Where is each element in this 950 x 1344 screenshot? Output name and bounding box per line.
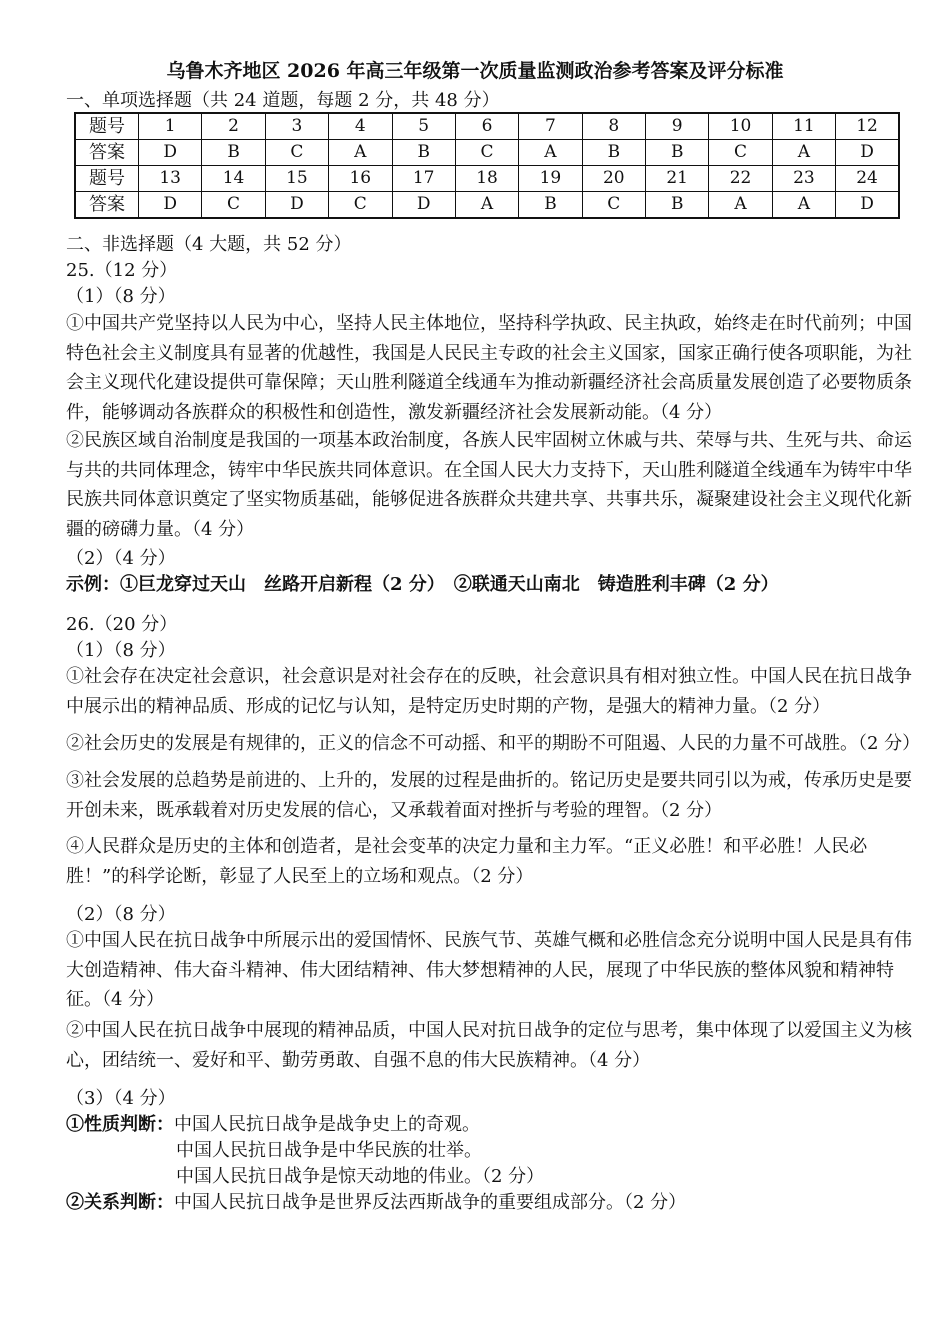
question-number-cell: 12 bbox=[836, 113, 899, 140]
answer-cell: C bbox=[455, 140, 518, 166]
answer-cell: B bbox=[519, 192, 582, 219]
q26-part2-item2: ②中国人民在抗日战争中展现的精神品质，中国人民对抗日战争的定位与思考，集中体现了以爱国主义为核心，团结统一、爱好和平、勤劳勇敢、自强不息的伟大民族精神。（4 分） bbox=[66, 1020, 912, 1071]
answer-cell: B bbox=[646, 192, 709, 219]
question-number-cell: 1 bbox=[139, 113, 202, 140]
relation-judgment-label: ②关系判断： bbox=[66, 1192, 174, 1213]
question-number-cell: 15 bbox=[265, 166, 328, 192]
answer-cell: A bbox=[772, 140, 835, 166]
question-number-cell: 9 bbox=[646, 113, 709, 140]
q26-part1-item1: ①社会存在决定社会意识，社会意识是对社会存在的反映，社会意识具有相对独立性。中国人民在抗日战争中展示出的精神品质、形成的记忆与认知，是特定历史时期的产物，是强大的精神力量。（2 分） bbox=[66, 666, 912, 717]
question-number-cell: 13 bbox=[139, 166, 202, 192]
q26-part1-item2: ②社会历史的发展是有规律的，正义的信念不可动摇、和平的期盼不可阻遏、人民的力量不可战胜。（2 分） bbox=[66, 733, 921, 754]
q25-part2-example: 示例：①巨龙穿过天山 丝路开启新程（2 分） ②联通天山南北 铸造胜利丰碑（2 分） bbox=[66, 574, 779, 595]
answer-cell: D bbox=[392, 192, 455, 219]
relation-judgment-text: 中国人民抗日战争是世界反法西斯战争的重要组成部分。（2 分） bbox=[174, 1192, 687, 1213]
q26-part3-label: （3）（4 分） bbox=[66, 1088, 176, 1109]
answer-cell: C bbox=[202, 192, 265, 219]
answer-cell: D bbox=[836, 192, 899, 219]
answer-cell: B bbox=[392, 140, 455, 166]
q25-part1-item1: ①中国共产党坚持以人民为中心，坚持人民主体地位，坚持科学执政、民主执政，始终走在时代前列；中国特色社会主义制度具有显著的优越性，我国是人民民主专政的社会主义国家，国家正确行使各项职能，为社会主义现代化建设提供可靠保障；天山胜利隧道全线通车为推动新疆经济社会高质量发展创造了必要物质条件，能够调动各族群众的积极性和创造性，激发新疆经济社会发展新动能。（4 分） bbox=[66, 313, 912, 423]
question-number-cell: 10 bbox=[709, 113, 772, 140]
q25-part1-item2: ②民族区域自治制度是我国的一项基本政治制度，各族人民牢固树立休戚与共、荣辱与共、生死与共、命运与共的共同体理念，铸牢中华民族共同体意识。在全国人民大力支持下，天山胜利隧道全线通车为铸牢中华民族共同体意识奠定了坚实物质基础，能够促进各族群众共建共享、共事共乐，凝聚建设社会主义现代化新疆的磅礴力量。（4 分） bbox=[66, 430, 912, 540]
document-title: 乌鲁木齐地区 2026 年高三年级第一次质量监测政治参考答案及评分标准 bbox=[166, 60, 784, 82]
q25-part2-label: （2）（4 分） bbox=[66, 548, 176, 569]
answer-cell: B bbox=[202, 140, 265, 166]
nature-judgment-line2: 中国人民抗日战争是中华民族的壮举。 bbox=[176, 1140, 482, 1161]
answer-cell: D bbox=[139, 140, 202, 166]
question-number-cell: 20 bbox=[582, 166, 645, 192]
answer-table bbox=[74, 112, 900, 219]
q26-part1-label: （1）（8 分） bbox=[66, 640, 176, 661]
question-number-cell: 14 bbox=[202, 166, 265, 192]
answer-cell: C bbox=[582, 192, 645, 219]
answer-cell: A bbox=[772, 192, 835, 219]
question-number-cell: 8 bbox=[582, 113, 645, 140]
question-number-cell: 5 bbox=[392, 113, 455, 140]
question-number-cell: 18 bbox=[455, 166, 518, 192]
q26-part3-item2 bbox=[66, 1190, 686, 1216]
question-number-row bbox=[75, 166, 899, 192]
question-number-cell: 21 bbox=[646, 166, 709, 192]
question-number-row bbox=[75, 113, 899, 140]
question-number-cell: 19 bbox=[519, 166, 582, 192]
question-number-cell: 24 bbox=[836, 166, 899, 192]
q26-part2-label: （2）（8 分） bbox=[66, 904, 176, 925]
question-number-cell: 23 bbox=[772, 166, 835, 192]
answer-cell: B bbox=[646, 140, 709, 166]
question-number-cell: 6 bbox=[455, 113, 518, 140]
question-number-cell: 22 bbox=[709, 166, 772, 192]
answer-cell: C bbox=[329, 192, 392, 219]
q26-part1-item3: ③社会发展的总趋势是前进的、上升的，发展的过程是曲折的。铭记历史是要共同引以为戒，传承历史是要开创未来，既承载着对历史发展的信心，又承载着面对挫折与考验的理智。（2 分） bbox=[66, 770, 912, 821]
nature-judgment-line3: 中国人民抗日战争是惊天动地的伟业。（2 分） bbox=[176, 1166, 545, 1187]
q26-part3-item1 bbox=[66, 1112, 480, 1138]
answer-cell: C bbox=[709, 140, 772, 166]
answer-cell: A bbox=[329, 140, 392, 166]
answer-row bbox=[75, 192, 899, 219]
answer-cell: B bbox=[582, 140, 645, 166]
answer-row bbox=[75, 140, 899, 166]
q26-part2-item1: ①中国人民在抗日战争中所展示出的爱国情怀、民族气节、英雄气概和必胜信念充分说明中国人民是具有伟大创造精神、伟大奋斗精神、伟大团结精神、伟大梦想精神的人民，展现了中华民族的整体风貌和精神特征。（4 分） bbox=[66, 930, 912, 1010]
q26-label: 26.（20 分） bbox=[66, 614, 178, 635]
nature-judgment-line1: 中国人民抗日战争是战争史上的奇观。 bbox=[174, 1114, 480, 1135]
answer-cell: A bbox=[455, 192, 518, 219]
answer-cell: A bbox=[709, 192, 772, 219]
section2-heading: 二、非选择题（4 大题，共 52 分） bbox=[66, 234, 352, 255]
question-number-cell: 2 bbox=[202, 113, 265, 140]
answer-cell: C bbox=[265, 140, 328, 166]
answer-cell: D bbox=[265, 192, 328, 219]
q25-part1-label: （1）（8 分） bbox=[66, 286, 176, 307]
question-number-cell: 4 bbox=[329, 113, 392, 140]
nature-judgment-label: ①性质判断： bbox=[66, 1114, 174, 1135]
row-label-answer: 答案 bbox=[75, 192, 139, 219]
question-number-cell: 16 bbox=[329, 166, 392, 192]
section1-heading: 一、单项选择题（共 24 道题，每题 2 分，共 48 分） bbox=[66, 90, 500, 111]
q25-label: 25.（12 分） bbox=[66, 260, 178, 281]
row-label-question: 题号 bbox=[75, 113, 139, 140]
answer-cell: D bbox=[836, 140, 899, 166]
answer-cell: D bbox=[139, 192, 202, 219]
q26-part1-item4: ④人民群众是历史的主体和创造者，是社会变革的决定力量和主力军。“正义必胜！和平必胜！人民必胜！”的科学论断，彰显了人民至上的立场和观点。（2 分） bbox=[66, 836, 868, 887]
question-number-cell: 11 bbox=[772, 113, 835, 140]
question-number-cell: 3 bbox=[265, 113, 328, 140]
answer-cell: A bbox=[519, 140, 582, 166]
row-label-answer: 答案 bbox=[75, 140, 139, 166]
question-number-cell: 17 bbox=[392, 166, 455, 192]
row-label-question: 题号 bbox=[75, 166, 139, 192]
question-number-cell: 7 bbox=[519, 113, 582, 140]
